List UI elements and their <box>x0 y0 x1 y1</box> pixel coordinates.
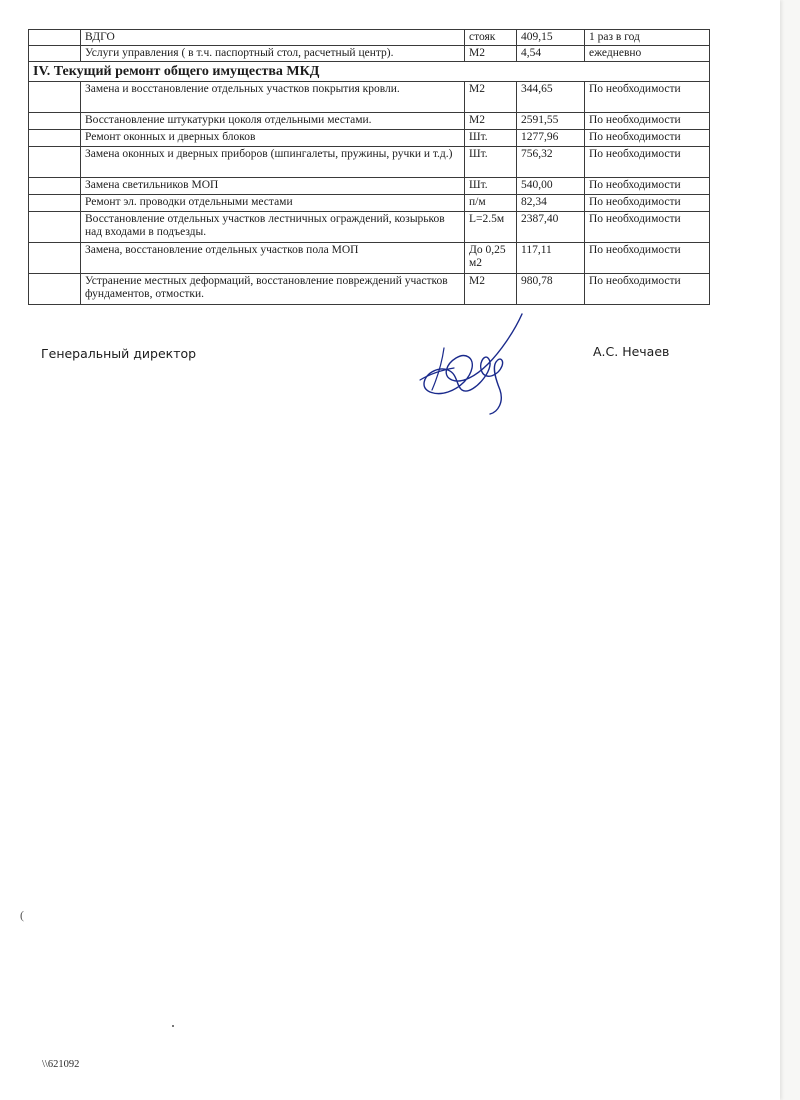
price-cell: 409,15 <box>517 30 585 46</box>
unit-cell: L=2.5м <box>465 212 517 243</box>
row-number-cell <box>29 113 81 130</box>
unit-cell: Шт. <box>465 130 517 147</box>
row-number-cell <box>29 274 81 305</box>
price-cell: 756,32 <box>517 147 585 178</box>
price-cell: 1277,96 <box>517 130 585 147</box>
table-row <box>29 147 710 178</box>
row-number-cell <box>29 243 81 274</box>
row-number-cell <box>29 30 81 46</box>
service-cell: Восстановление штукатурки цоколя отдельными местами. <box>81 113 465 130</box>
service-cell: Замена, восстановление отдельных участков пола МОП <box>81 243 465 274</box>
price-cell: 2387,40 <box>517 212 585 243</box>
unit-cell: стояк <box>465 30 517 46</box>
frequency-cell: По необходимости <box>585 243 710 274</box>
service-cell: ВДГО <box>81 30 465 46</box>
unit-cell: Шт. <box>465 178 517 195</box>
frequency-cell: По необходимости <box>585 113 710 130</box>
table-row <box>29 243 710 274</box>
table-row <box>29 212 710 243</box>
row-number-cell <box>29 195 81 212</box>
price-cell: 117,11 <box>517 243 585 274</box>
price-cell: 344,65 <box>517 82 585 113</box>
row-number-cell <box>29 46 81 62</box>
price-cell: 2591,55 <box>517 113 585 130</box>
unit-cell: М2 <box>465 82 517 113</box>
price-cell: 4,54 <box>517 46 585 62</box>
service-cell: Ремонт оконных и дверных блоков <box>81 130 465 147</box>
document-id: \\621092 <box>42 1059 80 1070</box>
service-cell: Услуги управления ( в т.ч. паспортный стол, расчетный центр). <box>81 46 465 62</box>
frequency-cell: По необходимости <box>585 178 710 195</box>
frequency-cell: 1 раз в год <box>585 30 710 46</box>
service-cell: Замена оконных и дверных приборов (шпингалеты, пружины, ручки и т.д.) <box>81 147 465 178</box>
unit-cell: До 0,25 м2 <box>465 243 517 274</box>
table-row <box>29 82 710 113</box>
signer-name: А.С. Нечаев <box>593 344 670 359</box>
table-row <box>29 195 710 212</box>
row-number-cell <box>29 82 81 113</box>
unit-cell: п/м <box>465 195 517 212</box>
table-row <box>29 178 710 195</box>
frequency-cell: По необходимости <box>585 274 710 305</box>
service-cell: Замена и восстановление отдельных участков покрытия кровли. <box>81 82 465 113</box>
table-row <box>29 46 710 62</box>
signer-role: Генеральный директор <box>41 346 197 361</box>
row-number-cell <box>29 130 81 147</box>
frequency-cell: По необходимости <box>585 130 710 147</box>
scan-dot <box>172 1025 174 1027</box>
unit-cell: М2 <box>465 274 517 305</box>
signature-block <box>38 344 698 424</box>
unit-cell: М2 <box>465 113 517 130</box>
frequency-cell: По необходимости <box>585 147 710 178</box>
price-cell: 980,78 <box>517 274 585 305</box>
unit-cell: Шт. <box>465 147 517 178</box>
services-table <box>28 29 710 305</box>
row-number-cell <box>29 147 81 178</box>
service-cell: Восстановление отдельных участков лестничных ограждений, козырьков над входами в подъезды. <box>81 212 465 243</box>
service-cell: Устранение местных деформаций, восстановление повреждений участков фундаментов, отмостки. <box>81 274 465 305</box>
frequency-cell: По необходимости <box>585 82 710 113</box>
row-number-cell <box>29 178 81 195</box>
price-cell: 540,00 <box>517 178 585 195</box>
section-title: IV. Текущий ремонт общего имущества МКД <box>29 62 710 82</box>
frequency-cell: По необходимости <box>585 212 710 243</box>
frequency-cell: ежедневно <box>585 46 710 62</box>
table-row <box>29 130 710 147</box>
handwritten-signature <box>402 310 532 420</box>
table-row <box>29 274 710 305</box>
price-cell: 82,34 <box>517 195 585 212</box>
frequency-cell: По необходимости <box>585 195 710 212</box>
unit-cell: М2 <box>465 46 517 62</box>
service-cell: Ремонт эл. проводки отдельными местами <box>81 195 465 212</box>
table-row <box>29 113 710 130</box>
stray-mark: ( <box>20 908 24 922</box>
service-cell: Замена светильников МОП <box>81 178 465 195</box>
table-row <box>29 30 710 46</box>
section-row <box>29 62 710 82</box>
row-number-cell <box>29 212 81 243</box>
